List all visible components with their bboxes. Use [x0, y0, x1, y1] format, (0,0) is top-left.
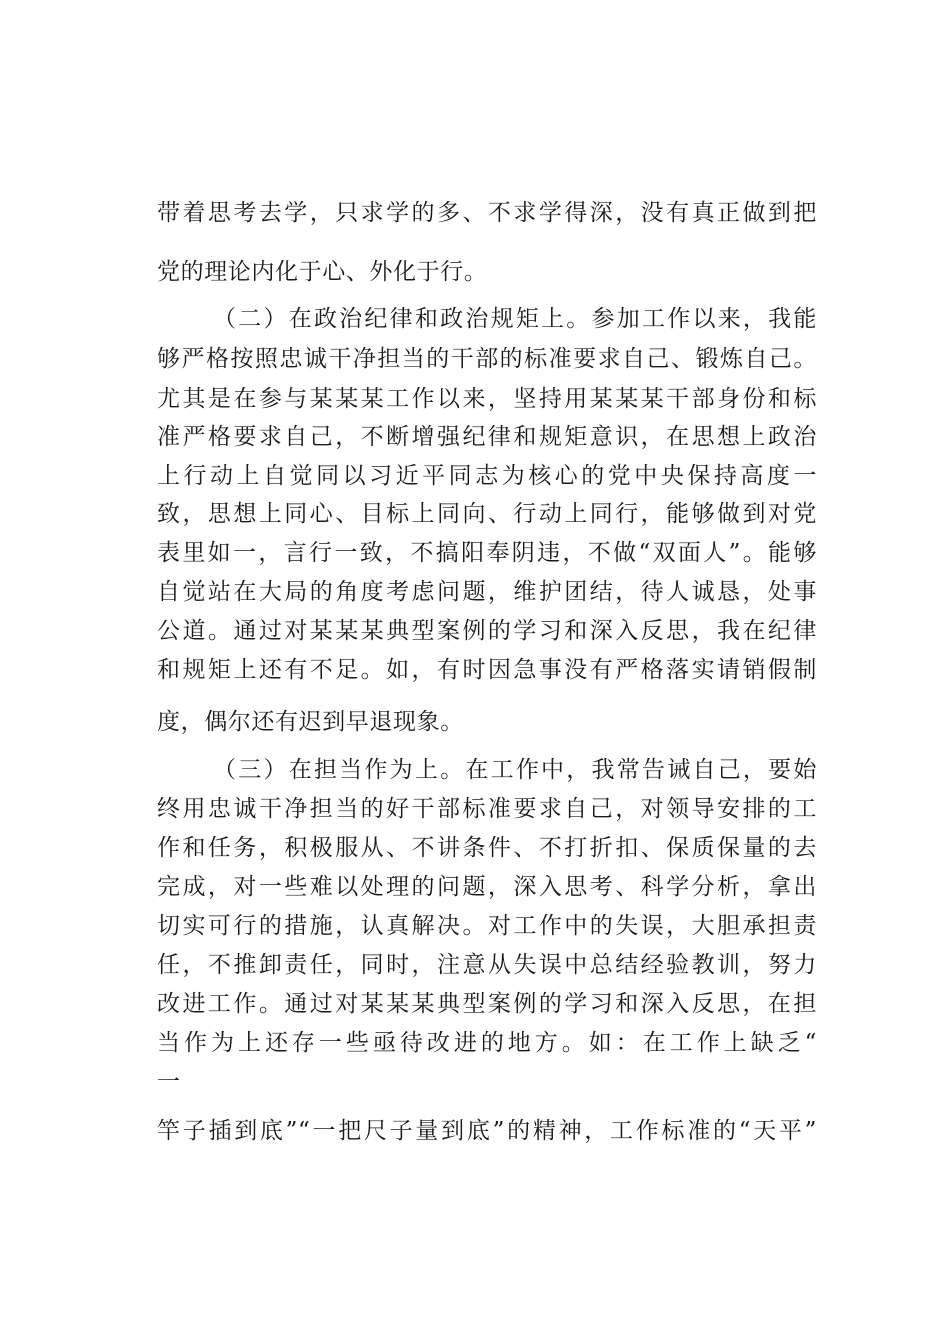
text-line: 当作为上还存一些亟待改进的地方。如：在工作上缺乏“	[157, 1030, 817, 1056]
text-line: 带着思考去学，只求学的多、不求学得深，没有真正做到把	[157, 200, 817, 226]
text-line: 和规矩上还有不足。如，有时因急事没有严格落实请销假制	[157, 657, 817, 683]
paragraph-heading-line: （三）在担当作为上。在工作中，我常告诫自己，要始	[213, 757, 817, 783]
text-line: 准严格要求自己，不断增强纪律和规矩意识，在思想上政治	[157, 424, 817, 450]
text-line: 表里如一，言行一致，不搞阳奉阴违，不做“双面人”。能够	[157, 540, 817, 566]
text-line: 致，思想上同心、目标上同向、行动上同行，能够做到对党	[157, 501, 817, 527]
text-line: 一	[157, 1069, 181, 1095]
text-line: 够严格按照忠诚干净担当的干部的标准要求自己、锻炼自己。	[157, 346, 817, 372]
paragraph-heading-line: （二）在政治纪律和政治规矩上。参加工作以来，我能	[213, 306, 817, 332]
text-line: 切实可行的措施，认真解决。对工作中的失误，大胆承担责	[157, 913, 817, 939]
text-line: 任，不推卸责任，同时，注意从失误中总结经验教训，努力	[157, 952, 817, 978]
text-line: 终用忠诚干净担当的好干部标准要求自己，对领导安排的工	[157, 796, 817, 822]
text-line: 党的理论内化于心、外化于行。	[157, 259, 488, 285]
text-line: 改进工作。通过对某某某典型案例的学习和深入反思，在担	[157, 991, 817, 1017]
text-line: 上行动上自觉同以习近平同志为核心的党中央保持高度一	[157, 463, 817, 489]
text-line: 公道。通过对某某某典型案例的学习和深入反思，我在纪律	[157, 618, 817, 644]
text-line: 作和任务，积极服从、不讲条件、不打折扣、保质保量的去	[157, 835, 817, 861]
text-line: 竿子插到底”“一把尺子量到底”的精神，工作标准的“天平”	[157, 1118, 817, 1144]
text-line: 尤其是在参与某某某工作以来，坚持用某某某干部身份和标	[157, 386, 817, 412]
text-line: 度，偶尔还有迟到早退现象。	[157, 709, 464, 735]
text-line: 自觉站在大局的角度考虑问题，维护团结，待人诚恳，处事	[157, 579, 817, 605]
text-line: 完成，对一些难以处理的问题，深入思考、科学分析，拿出	[157, 874, 817, 900]
